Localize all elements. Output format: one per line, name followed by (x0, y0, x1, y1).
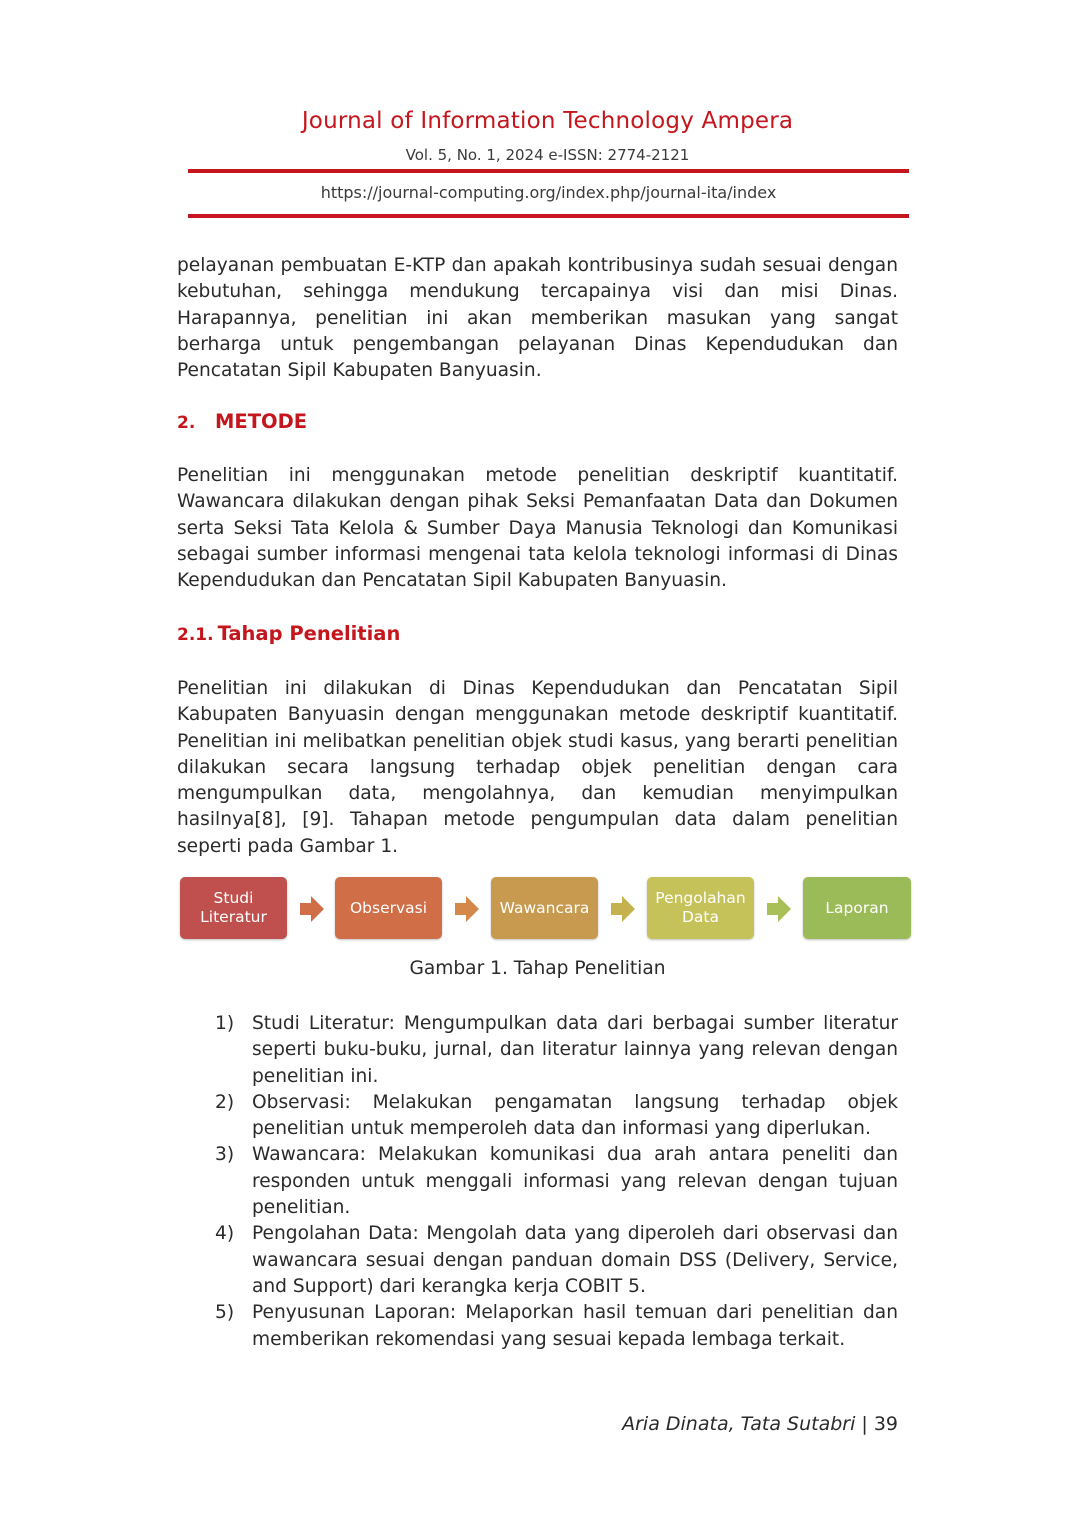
list-item-text: Studi Literatur: Mengumpulkan data dari berbagai sumber literatur seperti buku-buku, jurnal, dan literatur lainnya yang relevan dengan penelitian ini. (252, 1013, 898, 1087)
list-item-text: Penyusunan Laporan: Melaporkan hasil temuan dari penelitian dan memberikan rekomendasi yang sesuai kepada lembaga terkait. (252, 1302, 898, 1350)
section-title: METODE (215, 410, 308, 433)
flow-step-studi-literatur (180, 877, 287, 939)
flow-step-pengolahan-data (647, 877, 754, 939)
flow-step-observasi (335, 877, 442, 939)
list-item-text: Observasi: Melakukan pengamatan langsung terhadap objek penelitian untuk memperoleh data dan informasi yang diperlukan. (252, 1091, 898, 1140)
list-item-number: 2) (215, 1091, 235, 1113)
footer-separator: | (861, 1413, 868, 1435)
arrow-right-icon (767, 896, 791, 922)
figure-caption: Gambar 1. Tahap Penelitian (409, 958, 666, 979)
list-item-text: Pengolahan Data: Mengolah data yang diperoleh dari observasi dan wawancara sesuai dengan panduan domain DSS (Delivery, Service, and Support) dari kerangka kerja COBIT 5. (252, 1223, 898, 1297)
subsection-number: 2.1. (177, 625, 214, 645)
header-rule-top (188, 169, 909, 173)
arrow-right-icon (455, 896, 479, 922)
list-item (177, 1090, 898, 1143)
section-number: 2. (177, 413, 196, 433)
section-heading-metode (177, 410, 307, 433)
page-footer (622, 1413, 898, 1435)
tahap-paragraph: Penelitian ini dilakukan di Dinas Kependudukan dan Pencatatan Sipil Kabupaten Banyuasin dengan menggunakan metode deskriptif kuantitatif. Penelitian ini melibatkan penelitian objek studi kasus, yang berarti penelitian dilakukan secara langsung terhadap objek penelitian dengan cara mengumpulkan data, mengolahnya, dan kemudian menyimpulkan hasilnya[8], [9]. Tahapan metode pengumpulan data dalam penelitian seperti pada Gambar 1. (177, 678, 898, 857)
list-item (177, 1011, 898, 1090)
flow-step-label: Laporan (825, 898, 889, 917)
list-item-number: 3) (215, 1144, 235, 1166)
journal-title: Journal of Information Technology Ampera (301, 108, 794, 134)
subsection-heading-tahap (177, 622, 400, 645)
list-item-text: Wawancara: Melakukan komunikasi dua arah antara peneliti dan responden untuk menggali informasi yang relevan dengan tujuan penelitian. (252, 1144, 898, 1219)
header-rule-bottom (188, 214, 909, 218)
arrow-right-icon (300, 896, 324, 922)
footer-authors: Aria Dinata, Tata Sutabri (622, 1413, 856, 1435)
list-item (177, 1142, 898, 1221)
page-number: 39 (873, 1413, 898, 1435)
list-item-number: 4) (215, 1223, 235, 1245)
list-item-number: 5) (215, 1302, 235, 1324)
flow-step-label: Observasi (349, 898, 428, 917)
journal-url[interactable]: https://journal-computing.org/index.php/journal-ita/index (320, 183, 777, 202)
journal-volume-info: Vol. 5, No. 1, 2024 e-ISSN: 2774-2121 (405, 146, 690, 164)
flow-step-label: Wawancara (499, 898, 590, 917)
list-item (177, 1300, 898, 1353)
flow-step-wawancara (491, 877, 598, 939)
metode-paragraph: Penelitian ini menggunakan metode penelitian deskriptif kuantitatif. Wawancara dilakukan dengan pihak Seksi Pemanfaatan Data dan Dokumen serta Seksi Tata Kelola & Sumber Daya Manusia Teknologi dan Komunikasi sebagai sumber informasi mengenai tata kelola teknologi informasi di Dinas Kependudukan dan Pencatatan Sipil Kabupaten Banyuasin. (177, 465, 898, 592)
flow-step-laporan (803, 877, 911, 939)
intro-paragraph: pelayanan pembuatan E-KTP dan apakah kontribusinya sudah sesuai dengan kebutuhan, sehingga mendukung tercapainya visi dan misi Dinas. Harapannya, penelitian ini akan memberikan masukan yang sangat berharga untuk pengembangan pelayanan Dinas Kependudukan dan Pencatatan Sipil Kabupaten Banyuasin. (177, 255, 898, 382)
subsection-title: Tahap Penelitian (217, 622, 401, 645)
flow-step-label: Data (681, 908, 719, 926)
flow-step-label: Studi (213, 889, 254, 907)
flow-step-label: Pengolahan (655, 889, 746, 907)
flow-step-label: Literatur (200, 908, 267, 926)
method-steps-list (177, 1011, 898, 1353)
list-item (177, 1221, 898, 1300)
arrow-right-icon (611, 896, 635, 922)
list-item-number: 1) (215, 1013, 235, 1034)
